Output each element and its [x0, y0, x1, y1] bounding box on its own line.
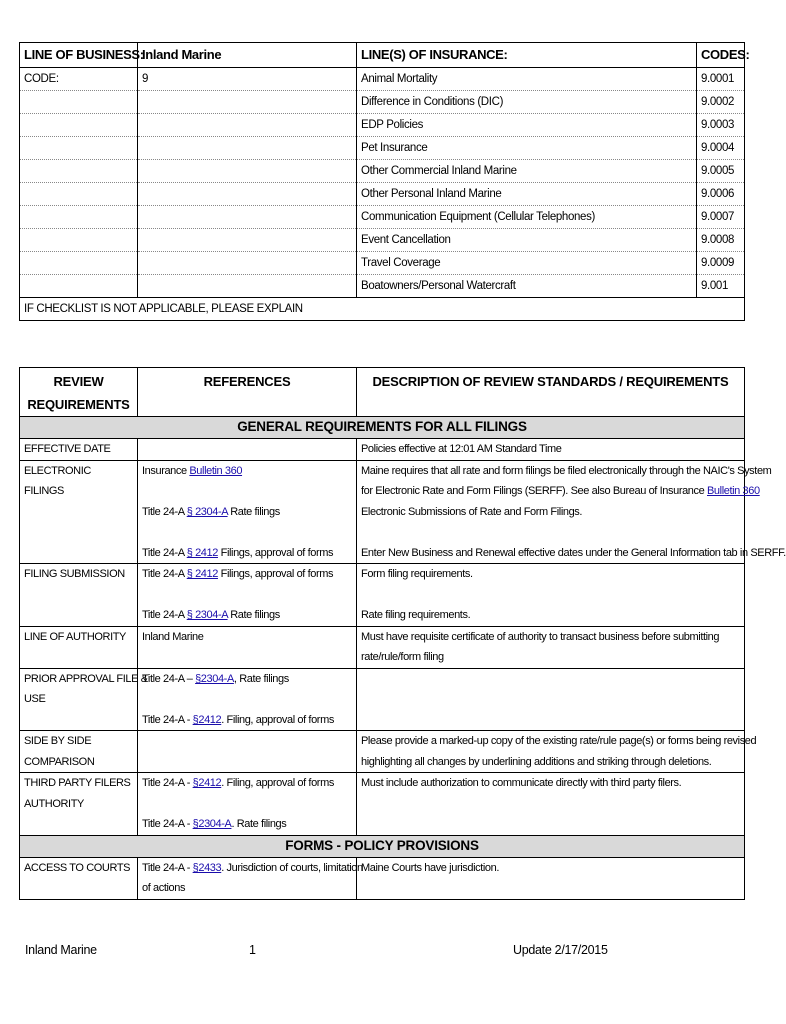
line-code: 9.0007	[697, 206, 745, 229]
line-code: 9.0004	[697, 137, 745, 160]
review-header-row	[20, 368, 745, 417]
line-row	[20, 68, 745, 91]
col-review-requirements: REVIEW REQUIREMENTS	[20, 368, 138, 417]
col-references: REFERENCES	[138, 368, 357, 417]
review-label: ELECTRONIC FILINGS	[20, 460, 138, 564]
line-of-business-value: Inland Marine	[138, 43, 357, 68]
review-label: SIDE BY SIDE COMPARISON	[20, 731, 138, 773]
section-2304a-link[interactable]: §2304-A	[192, 818, 232, 830]
line-code: 9.0009	[697, 252, 745, 275]
codes-label: CODES:	[697, 43, 745, 68]
row-effective-date	[20, 439, 745, 461]
line-code: 9.001	[697, 275, 745, 298]
section-2412-link[interactable]: §2412	[192, 777, 222, 789]
page-number: 1	[249, 943, 256, 957]
review-description: Maine Courts have jurisdiction.	[357, 857, 745, 899]
references: Title 24-A – §2304-A, Rate filings Title 24-A - §2412. Filing, approval of forms	[138, 668, 357, 731]
line-of-business-table	[19, 42, 750, 321]
section-forms-policy-provisions: FORMS - POLICY PROVISIONS	[20, 835, 745, 857]
section-2412-link[interactable]: § 2412	[186, 546, 218, 559]
line-code: 9.0001	[697, 68, 745, 91]
not-applicable-explain: IF CHECKLIST IS NOT APPLICABLE, PLEASE EXPLAIN	[20, 298, 745, 321]
row-third-party-filers	[20, 773, 745, 836]
col-description: DESCRIPTION OF REVIEW STANDARDS / REQUIREMENTS	[357, 368, 745, 417]
line-row	[20, 229, 745, 252]
code-label: CODE:	[20, 68, 138, 91]
review-description: Must include authorization to communicate directly with third party filers.	[357, 773, 745, 836]
bulletin-360-link[interactable]: Bulletin 360	[707, 485, 760, 497]
review-label: FILING SUBMISSION	[20, 564, 138, 627]
row-line-of-authority	[20, 626, 745, 668]
review-description: Please provide a marked-up copy of the existing rate/rule page(s) or forms being revised highlighting all changes by underlining additions and striking through deletions.	[357, 731, 745, 773]
line-name: Other Commercial Inland Marine	[357, 160, 697, 183]
references: Title 24-A - §2433. Jurisdiction of courts, limitation of actions	[138, 857, 357, 899]
line-code: 9.0005	[697, 160, 745, 183]
review-label: THIRD PARTY FILERS AUTHORITY	[20, 773, 138, 836]
line-name: Travel Coverage	[357, 252, 697, 275]
references: Inland Marine	[138, 626, 357, 668]
review-label: EFFECTIVE DATE	[20, 439, 138, 461]
section-general-requirements: GENERAL REQUIREMENTS FOR ALL FILINGS	[20, 417, 745, 439]
footer-title: Inland Marine	[25, 943, 97, 957]
section-2412-link[interactable]: §2412	[192, 713, 222, 726]
line-name: Communication Equipment (Cellular Telephones)	[357, 206, 697, 229]
line-code: 9.0006	[697, 183, 745, 206]
not-applicable-row	[20, 298, 745, 321]
bulletin-360-link[interactable]: Bulletin 360	[189, 464, 243, 477]
row-electronic-filings	[20, 460, 745, 564]
line-name: Pet Insurance	[357, 137, 697, 160]
section-2412-link[interactable]: § 2412	[186, 568, 218, 580]
code-value: 9	[138, 68, 357, 91]
review-description: Maine requires that all rate and form filings be filed electronically through the NAIC's System for Electronic Rate and Form Filings (SERFF). See also Bureau of Insurance Bulletin 360 Electronic Submissions of Rate and Form Filings. Enter New Business and Renewal effective dates under the General Information tab in SERFF.	[357, 460, 745, 564]
section-2304a-link[interactable]: §2304-A	[195, 672, 234, 685]
line-name: Event Cancellation	[357, 229, 697, 252]
review-label: LINE OF AUTHORITY	[20, 626, 138, 668]
review-description: Must have requisite certificate of authority to transact business before submitting rate/rule/form filing	[357, 626, 745, 668]
references: Title 24-A § 2412 Filings, approval of forms Title 24-A § 2304-A Rate filings	[138, 564, 357, 627]
row-side-by-side	[20, 731, 745, 773]
row-filing-submission	[20, 564, 745, 627]
references: Title 24-A - §2412. Filing, approval of forms Title 24-A - §2304-A. Rate filings	[138, 773, 357, 836]
line-name: EDP Policies	[357, 114, 697, 137]
review-description: Policies effective at 12:01 AM Standard Time	[357, 439, 745, 461]
review-requirements-table	[19, 367, 786, 900]
line-name: Difference in Conditions (DIC)	[357, 91, 697, 114]
line-name: Boatowners/Personal Watercraft	[357, 275, 697, 298]
section-2433-link[interactable]: §2433	[192, 861, 222, 874]
line-code: 9.0002	[697, 91, 745, 114]
review-label: PRIOR APPROVAL FILE & USE	[20, 668, 138, 731]
section-2304a-link[interactable]: § 2304-A	[186, 505, 228, 518]
header-row	[20, 43, 745, 68]
line-name: Animal Mortality	[357, 68, 697, 91]
line-row	[20, 252, 745, 275]
lines-of-insurance-label: LINE(S) OF INSURANCE:	[357, 43, 697, 68]
review-label: ACCESS TO COURTS	[20, 857, 138, 899]
line-row	[20, 137, 745, 160]
line-row	[20, 275, 745, 298]
line-row	[20, 114, 745, 137]
references: Insurance Bulletin 360 Title 24-A § 2304-A Rate filings Title 24-A § 2412 Filings, approval of forms	[138, 460, 357, 564]
line-code: 9.0003	[697, 114, 745, 137]
update-date: Update 2/17/2015	[513, 943, 608, 957]
row-access-to-courts	[20, 857, 745, 899]
line-code: 9.0008	[697, 229, 745, 252]
line-row	[20, 183, 745, 206]
row-prior-approval	[20, 668, 745, 731]
line-row	[20, 206, 745, 229]
review-description: Form filing requirements. Rate filing requirements.	[357, 564, 745, 627]
line-name: Other Personal Inland Marine	[357, 183, 697, 206]
line-row	[20, 91, 745, 114]
section-2304a-link[interactable]: § 2304-A	[186, 609, 228, 621]
line-row	[20, 160, 745, 183]
line-of-business-label: LINE OF BUSINESS:	[20, 43, 138, 68]
